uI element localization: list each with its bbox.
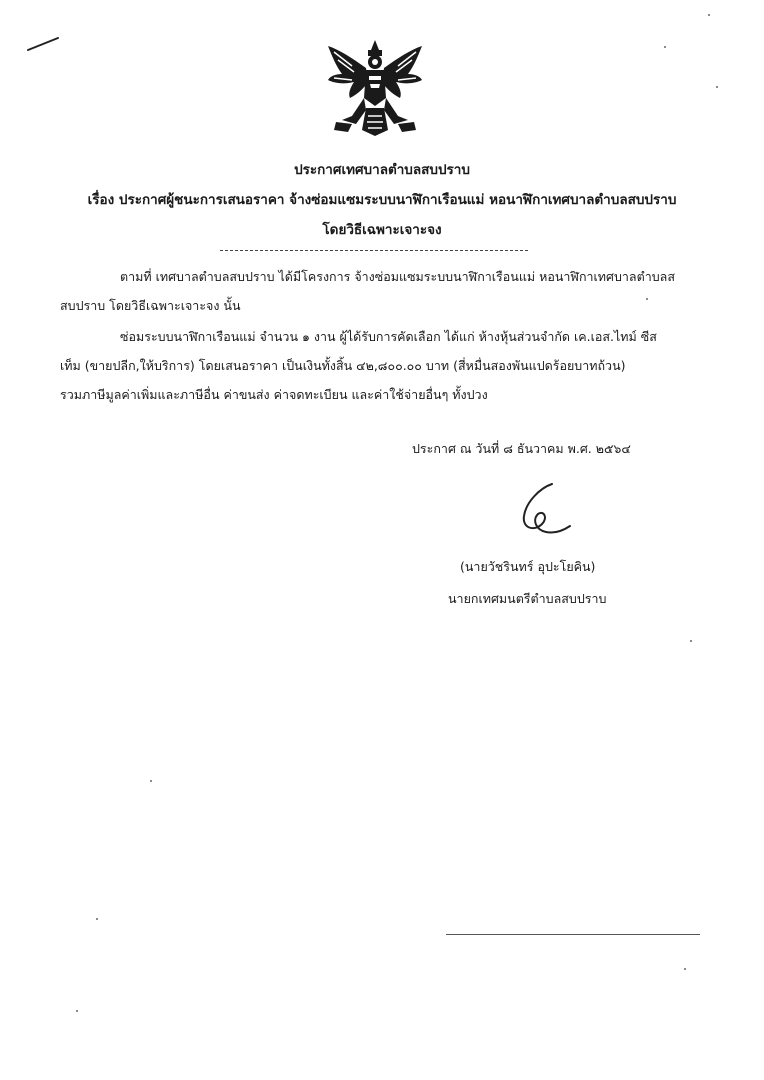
speck	[716, 86, 718, 88]
speck	[96, 918, 98, 920]
paragraph-1-line-2: สบปราบ โดยวิธีเฉพาะเจาะจง นั้น	[60, 298, 241, 313]
header-divider	[220, 250, 528, 251]
signer-name: (นายวัชรินทร์ อุปะโยคิน)	[460, 559, 596, 574]
speck	[646, 298, 648, 300]
garuda-emblem-icon	[322, 36, 428, 142]
signer-title: นายกเทศมนตรีตำบลสบปราบ	[448, 591, 607, 606]
paragraph-2-line-2: เท็ม (ขายปลีก,ให้บริการ) โดยเสนอราคา เป็นเงินทั้งสิ้น ๔๒,๘๐๐.๐๐ บาท (สี่หมื่นสองพันแปดร้อยบาทถ้วน)	[60, 358, 626, 373]
speck	[690, 640, 692, 642]
handwritten-signature	[512, 480, 576, 540]
paragraph-2-line-3: รวมภาษีมูลค่าเพิ่มและภาษีอื่น ค่าขนส่ง ค่าจดทะเบียน และค่าใช้จ่ายอื่นๆ ทั้งปวง	[60, 387, 488, 402]
paragraph-1-line-1: ตามที่ เทศบาลตำบลสบปราบ ได้มีโครงการ จ้างซ่อมแซมระบบนาฬิกาเรือนแม่ หอนาฬิกาเทศบาลตำบลส	[120, 269, 675, 284]
announce-date: ประกาศ ณ วันที่ ๘ ธันวาคม พ.ศ. ๒๕๖๔	[412, 441, 631, 456]
header-subject: เรื่อง ประกาศผู้ชนะการเสนอราคา จ้างซ่อมแซมระบบนาฬิกาเรือนแม่ หอนาฬิกาเทศบาลตำบลสบปราบ	[87, 192, 677, 208]
paragraph-2-line-1: ซ่อมระบบนาฬิกาเรือนแม่ จำนวน ๑ งาน ผู้ได้รับการคัดเลือก ได้แก่ ห้างหุ้นส่วนจำกัด เค.เอส.ไทม์ ซีส	[120, 329, 657, 344]
footer-rule	[446, 934, 700, 935]
speck	[76, 1010, 78, 1012]
speck	[684, 968, 686, 970]
speck	[708, 14, 710, 16]
header-method: โดยวิธีเฉพาะเจาะจง	[322, 222, 442, 238]
speck	[664, 46, 666, 48]
header-title: ประกาศเทศบาลตำบลสบปราบ	[294, 162, 470, 178]
speck	[150, 780, 152, 782]
pen-mark	[26, 36, 60, 52]
